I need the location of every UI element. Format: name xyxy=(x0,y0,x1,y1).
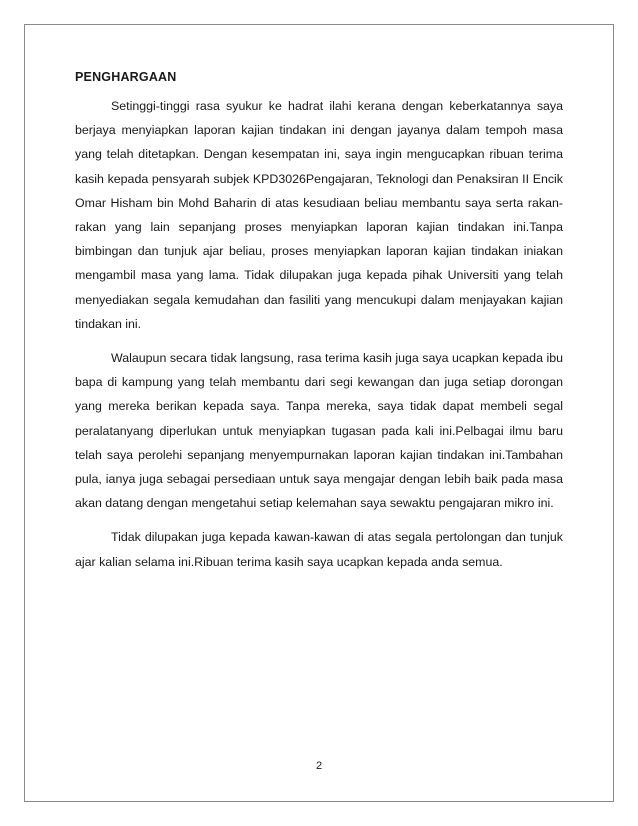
paragraph-2: Walaupun secara tidak langsung, rasa terima kasih juga saya ucapkan kepada ibu bapa di kampung yang telah membantu dari segi kewangan dan juga setiap dorongan yang mereka berikan kepada saya. Tanpa mereka, saya tidak dapat membeli segal peralatanyang diperlukan untuk menyiapkan tugasan pada kali ini.Pelbagai ilmu baru telah saya perolehi sepanjang menyempurnakan laporan kajian tindakan ini.Tambahan pula, ianya juga sebagai persediaan untuk saya mengajar dengan lebih baik pada masa akan datang dengan mengetahui setiap kelemahan saya sewaktu pengajaran mikro ini. xyxy=(75,351,563,511)
paragraph-3: Tidak dilupakan juga kepada kawan-kawan di atas segala pertolongan dan tunjuk ajar kalian selama ini.Ribuan terima kasih saya ucapkan kepada anda semua. xyxy=(75,530,563,569)
page-number: 2 xyxy=(315,760,323,772)
paragraph-1: Setinggi-tinggi rasa syukur ke hadrat ilahi kerana dengan keberkatannya saya berjaya menyiapkan laporan kajian tindakan ini dengan jayanya dalam tempoh masa yang telah ditetapkan. Dengan kesempatan ini, saya ingin mengucapkan ribuan terima kasih kepada pensyarah subjek KPD3026Pengajaran, Teknologi dan Penaksiran II Encik Omar Hisham bin Mohd Baharin di atas kesudiaan beliau membantu saya serta rakan- rakan yang lain sepanjang proses menyiapkan laporan kajian tindakan ini.Tanpa bimbingan dan tunjuk ajar beliau, proses menyiapkan laporan kajian tindakan iniakan mengambil masa yang lama. Tidak dilupakan juga kepada pihak Universiti yang telah menyediakan segala kemudahan dan fasiliti yang mencukupi dalam menjayakan kajian tindakan ini. xyxy=(75,99,563,331)
document-heading: PENGHARGAAN xyxy=(75,70,177,84)
document-body xyxy=(75,70,563,584)
